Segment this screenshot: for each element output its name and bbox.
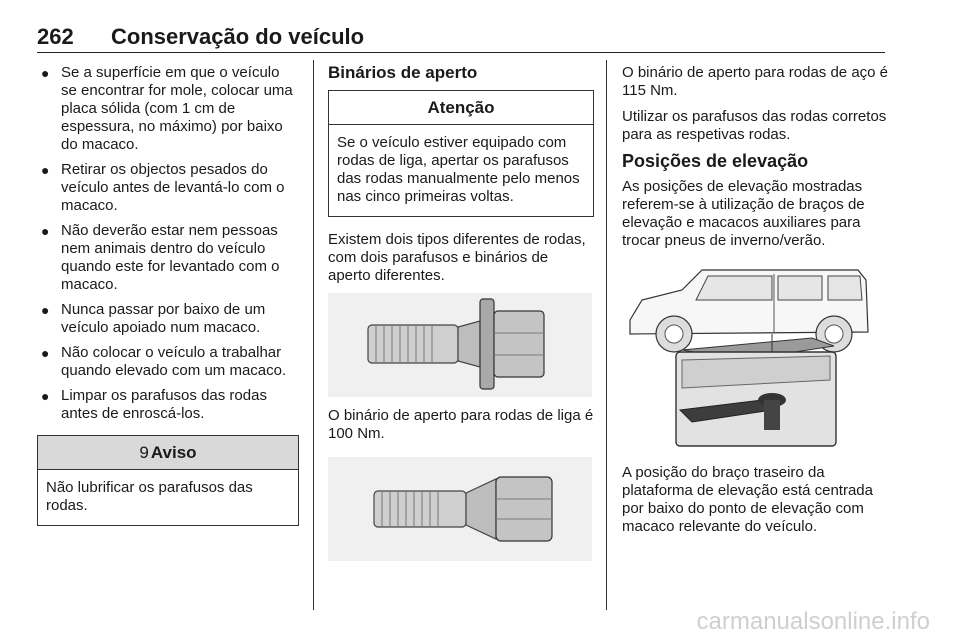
safety-list — [37, 64, 299, 423]
lifting-position-illustration — [622, 260, 886, 450]
alloy-torque-text: O binário de aperto para rodas de liga é 100 Nm. — [328, 407, 594, 442]
column-divider — [313, 60, 314, 610]
torque-heading: Binários de aperto — [328, 63, 478, 82]
lifting-positions-text: As posições de elevação mostradas referem-se à utilização de braços de elevação e macacos auxiliares para trocar pneus de inverno/verão. — [622, 178, 865, 249]
watermark: carmanualsonline.info — [696, 608, 930, 635]
lifting-positions-heading: Posições de elevação — [622, 151, 809, 171]
list-item: ● Não deverão estar nem pessoas nem animais dentro do veículo quando este for levantado com o macaco. — [41, 222, 280, 293]
warning-box-header — [38, 436, 298, 470]
page-header — [37, 24, 885, 53]
list-item: ● Nunca passar por baixo de um veículo apoiado num macaco. — [41, 301, 266, 336]
steel-wheel-bolt-illustration — [328, 457, 592, 561]
steel-torque-text: O binário de aperto para rodas de aço é 115 Nm. — [622, 64, 889, 99]
caution-box-header: Atenção — [329, 91, 593, 125]
list-item: ● Não colocar o veículo a trabalhar quando elevado com um macaco. — [41, 344, 287, 379]
column-divider — [606, 60, 607, 610]
alloy-wheel-bolt-illustration — [328, 293, 592, 397]
column-3 — [622, 64, 888, 544]
warning-icon: 9 — [139, 443, 149, 462]
warning-text: Não lubrificar os parafusos das rodas. — [46, 479, 253, 514]
page-number: 262 — [37, 24, 74, 49]
column-2 — [328, 64, 594, 561]
caution-box — [328, 90, 594, 217]
column-1 — [37, 64, 299, 526]
caution-text: Se o veículo estiver equipado com rodas de liga, apertar os parafusos das rodas manualmente pelo menos nas cinco primeiras voltas. — [337, 134, 580, 205]
section-title: Conservação do veículo — [111, 24, 365, 49]
warning-box — [37, 435, 299, 526]
list-item: ● Limpar os parafusos das rodas antes de enroscá-los. — [41, 387, 267, 422]
list-item: ● Retirar os objectos pesados do veículo antes de levantá-lo com o macaco. — [41, 161, 285, 214]
warning-title: Aviso — [150, 443, 197, 462]
wheel-types-text: Existem dois tipos diferentes de rodas, com dois parafusos e binários de aperto diferentes. — [328, 231, 586, 284]
rear-arm-position-text: A posição do braço traseiro da plataforma de elevação está centrada por baixo do ponto de elevação com macaco relevante do veículo. — [622, 464, 873, 535]
list-item: ● Se a superfície em que o veículo se encontrar for mole, colocar uma placa sólida (com 1 cm de espessura, no máximo) por baixo do macaco. — [41, 64, 293, 153]
correct-bolts-text: Utilizar os parafusos das rodas corretos para as respetivas rodas. — [622, 108, 887, 143]
